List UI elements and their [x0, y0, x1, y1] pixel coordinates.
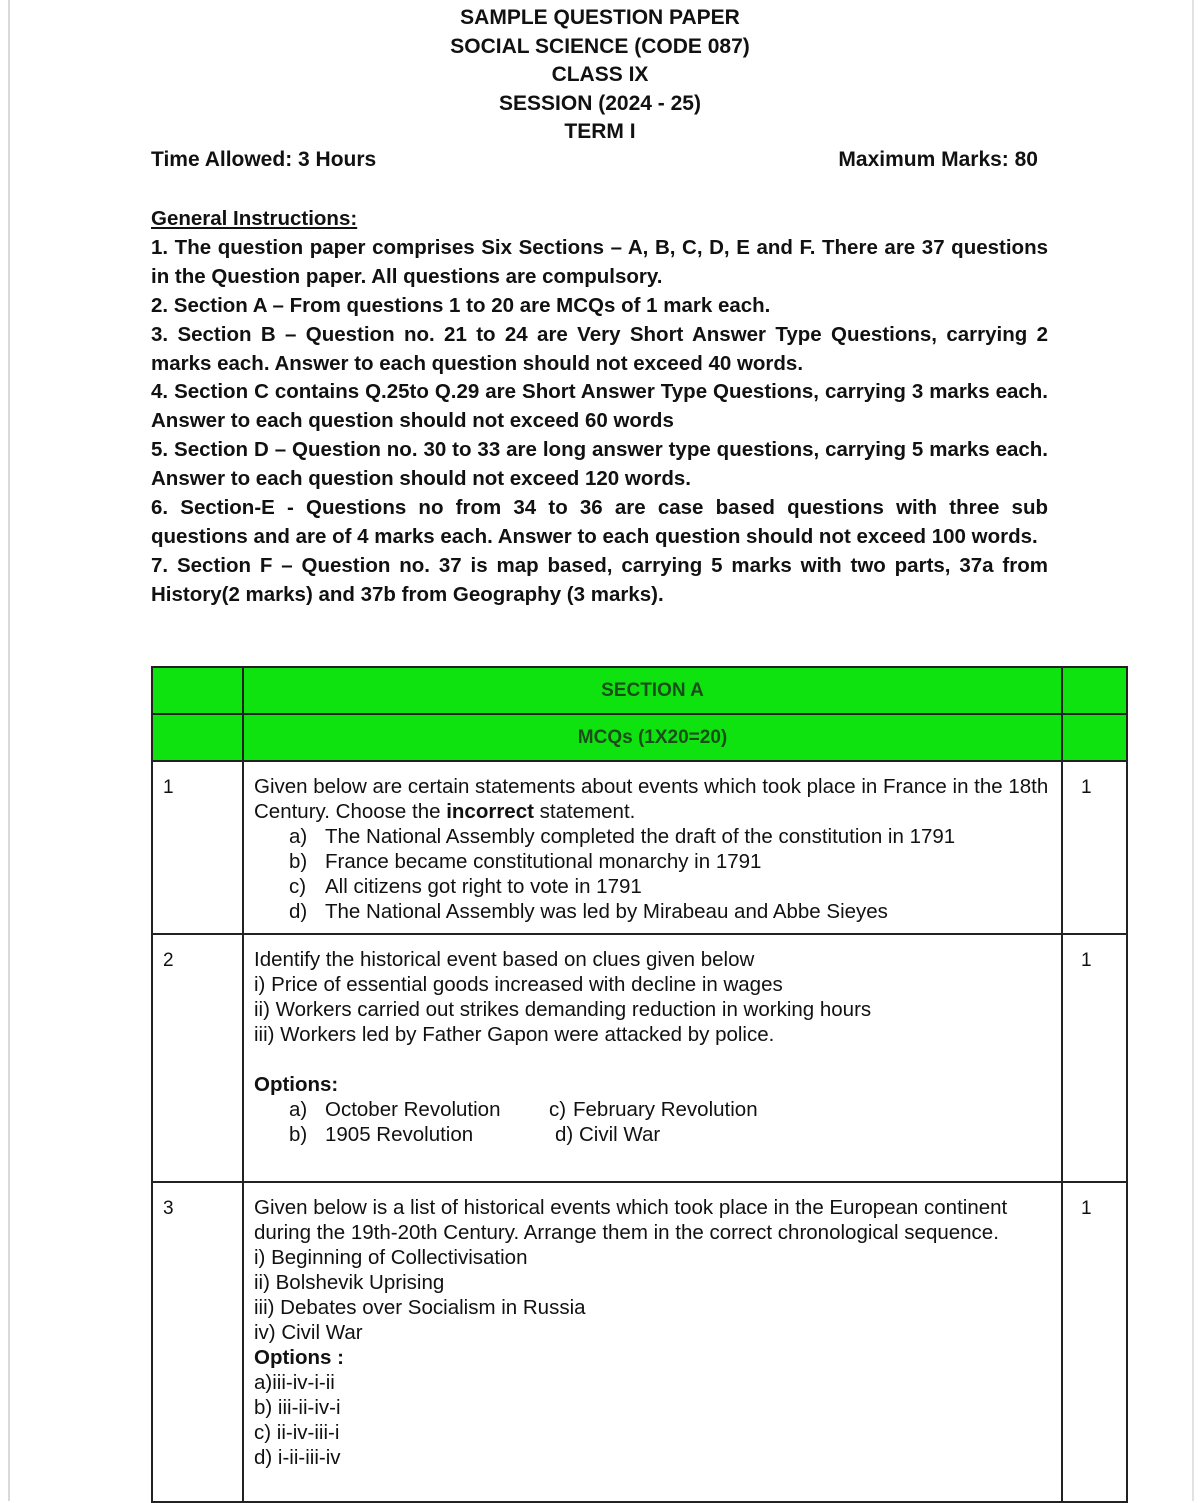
question-number: 2 — [152, 934, 243, 1182]
stem-text: statement. — [533, 800, 636, 823]
option-item: b) iii-ii-iv-i — [254, 1396, 341, 1419]
option-item: c) ii-iv-iii-i — [254, 1421, 340, 1444]
header-session: SESSION (2024 - 25) — [499, 91, 701, 115]
header-class: CLASS IX — [551, 63, 649, 87]
clue-item: iii) Workers led by Father Gapon were attacked by police. — [254, 1023, 775, 1046]
question-row — [152, 934, 1127, 1182]
option-label: c) — [549, 1098, 567, 1121]
section-header-row — [152, 667, 1127, 714]
clue-item: i) Price of essential goods increased with decline in wages — [254, 973, 783, 996]
option-text: France became constitutional monarchy in 1791 — [325, 850, 762, 873]
question-marks: 1 — [1062, 761, 1127, 934]
event-item: iv) Civil War — [254, 1321, 363, 1344]
options-label: Options: — [254, 1073, 339, 1096]
option-label: b) — [289, 850, 308, 873]
section-subtitle: MCQs (1X20=20) — [243, 714, 1062, 761]
option-item — [254, 849, 1051, 874]
option-text: The National Assembly was led by Mirabeau and Abbe Sieyes — [325, 900, 888, 923]
option-item — [254, 824, 1051, 849]
option-text: October Revolution — [325, 1098, 501, 1121]
option-item — [254, 899, 1051, 924]
option-item: a)iii-iv-i-ii — [254, 1371, 335, 1394]
question-stem — [254, 774, 1051, 824]
question-marks: 1 — [1062, 934, 1127, 1182]
header-subject: SOCIAL SCIENCE (CODE 087) — [450, 34, 750, 58]
option-row — [254, 1122, 1051, 1147]
section-header-cell-empty — [152, 667, 243, 714]
instruction-item: 7. Section F – Question no. 37 is map based, carrying 5 marks with two parts, 37a from History(2 marks) and 37b from Geography (3 marks). — [151, 553, 1048, 606]
stem-emphasis: incorrect — [446, 800, 534, 823]
question-marks: 1 — [1062, 1182, 1127, 1502]
options-label: Options : — [254, 1346, 344, 1369]
option-item: d) i-ii-iii-iv — [254, 1446, 341, 1469]
instruction-item: 2. Section A – From questions 1 to 20 are MCQs of 1 mark each. — [151, 293, 771, 317]
section-subheader-cell-empty — [152, 714, 243, 761]
clue-item: ii) Workers carried out strikes demanding reduction in working hours — [254, 998, 872, 1021]
section-header-cell-empty — [1062, 667, 1127, 714]
question-number: 1 — [152, 761, 243, 934]
option-label: d) — [289, 900, 308, 923]
option-text: February Revolution — [573, 1098, 758, 1121]
section-subheader-row — [152, 714, 1127, 761]
option-text: 1905 Revolution — [325, 1123, 474, 1146]
instruction-item: 3. Section B – Question no. 21 to 24 are Very Short Answer Type Questions, carrying 2 marks each. Answer to each question should not exceed 40 words. — [151, 322, 1048, 375]
instruction-item: 4. Section C contains Q.25to Q.29 are Short Answer Type Questions, carrying 3 marks each. Answer to each question should not exceed 60 words — [151, 380, 1048, 433]
question-body — [243, 1182, 1062, 1502]
section-subheader-cell-empty — [1062, 714, 1127, 761]
instruction-item: 5. Section D – Question no. 30 to 33 are long answer type questions, carrying 5 marks each. Answer to each question should not exceed 120 words. — [151, 438, 1048, 491]
option-label: a) — [289, 825, 308, 848]
instruction-item: 1. The question paper comprises Six Sections – A, B, C, D, E and F. There are 37 questions in the Question paper. All questions are compulsory. — [151, 235, 1048, 288]
maximum-marks: Maximum Marks: 80 — [838, 148, 1038, 171]
option-text: The National Assembly completed the draft of the constitution in 1791 — [325, 825, 956, 848]
option-label: d) — [555, 1123, 574, 1146]
event-item: i) Beginning of Collectivisation — [254, 1246, 528, 1269]
instruction-item: 6. Section-E - Questions no from 34 to 36 are case based questions with three sub questions and are of 4 marks each. Answer to each question should not exceed 100 words. — [151, 496, 1048, 548]
question-body — [243, 934, 1062, 1182]
option-text: Civil War — [579, 1123, 661, 1146]
stem-text: Given below are certain statements about events which took place in France in the 18th Century. Choose the — [254, 775, 1049, 823]
section-title: SECTION A — [243, 667, 1062, 714]
option-row — [254, 1097, 1051, 1122]
question-number: 3 — [152, 1182, 243, 1502]
event-item: ii) Bolshevik Uprising — [254, 1271, 445, 1294]
question-stem: Given below is a list of historical events which took place in the European continent during the 19th-20th Century. Arrange them in the correct chronological sequence. — [254, 1196, 1008, 1244]
page-left-edge — [8, 0, 10, 1501]
page-right-edge — [1192, 0, 1194, 1501]
question-stem: Identify the historical event based on clues given below — [254, 948, 755, 971]
option-text: All citizens got right to vote in 1791 — [325, 875, 642, 898]
event-item: iii) Debates over Socialism in Russia — [254, 1296, 586, 1319]
question-row — [152, 761, 1127, 934]
option-label: c) — [289, 875, 307, 898]
option-label: a) — [289, 1098, 308, 1121]
general-instructions — [151, 205, 1048, 610]
header-term: TERM I — [564, 120, 636, 144]
header-title: SAMPLE QUESTION PAPER — [460, 6, 740, 29]
question-row — [152, 1182, 1127, 1502]
instructions-title: General Instructions: — [151, 207, 358, 230]
question-body — [243, 761, 1062, 934]
paper-header — [0, 4, 1200, 147]
questions-table — [151, 666, 1128, 1503]
option-item — [254, 874, 1051, 899]
option-label: b) — [289, 1123, 308, 1146]
time-allowed: Time Allowed: 3 Hours — [151, 148, 377, 171]
